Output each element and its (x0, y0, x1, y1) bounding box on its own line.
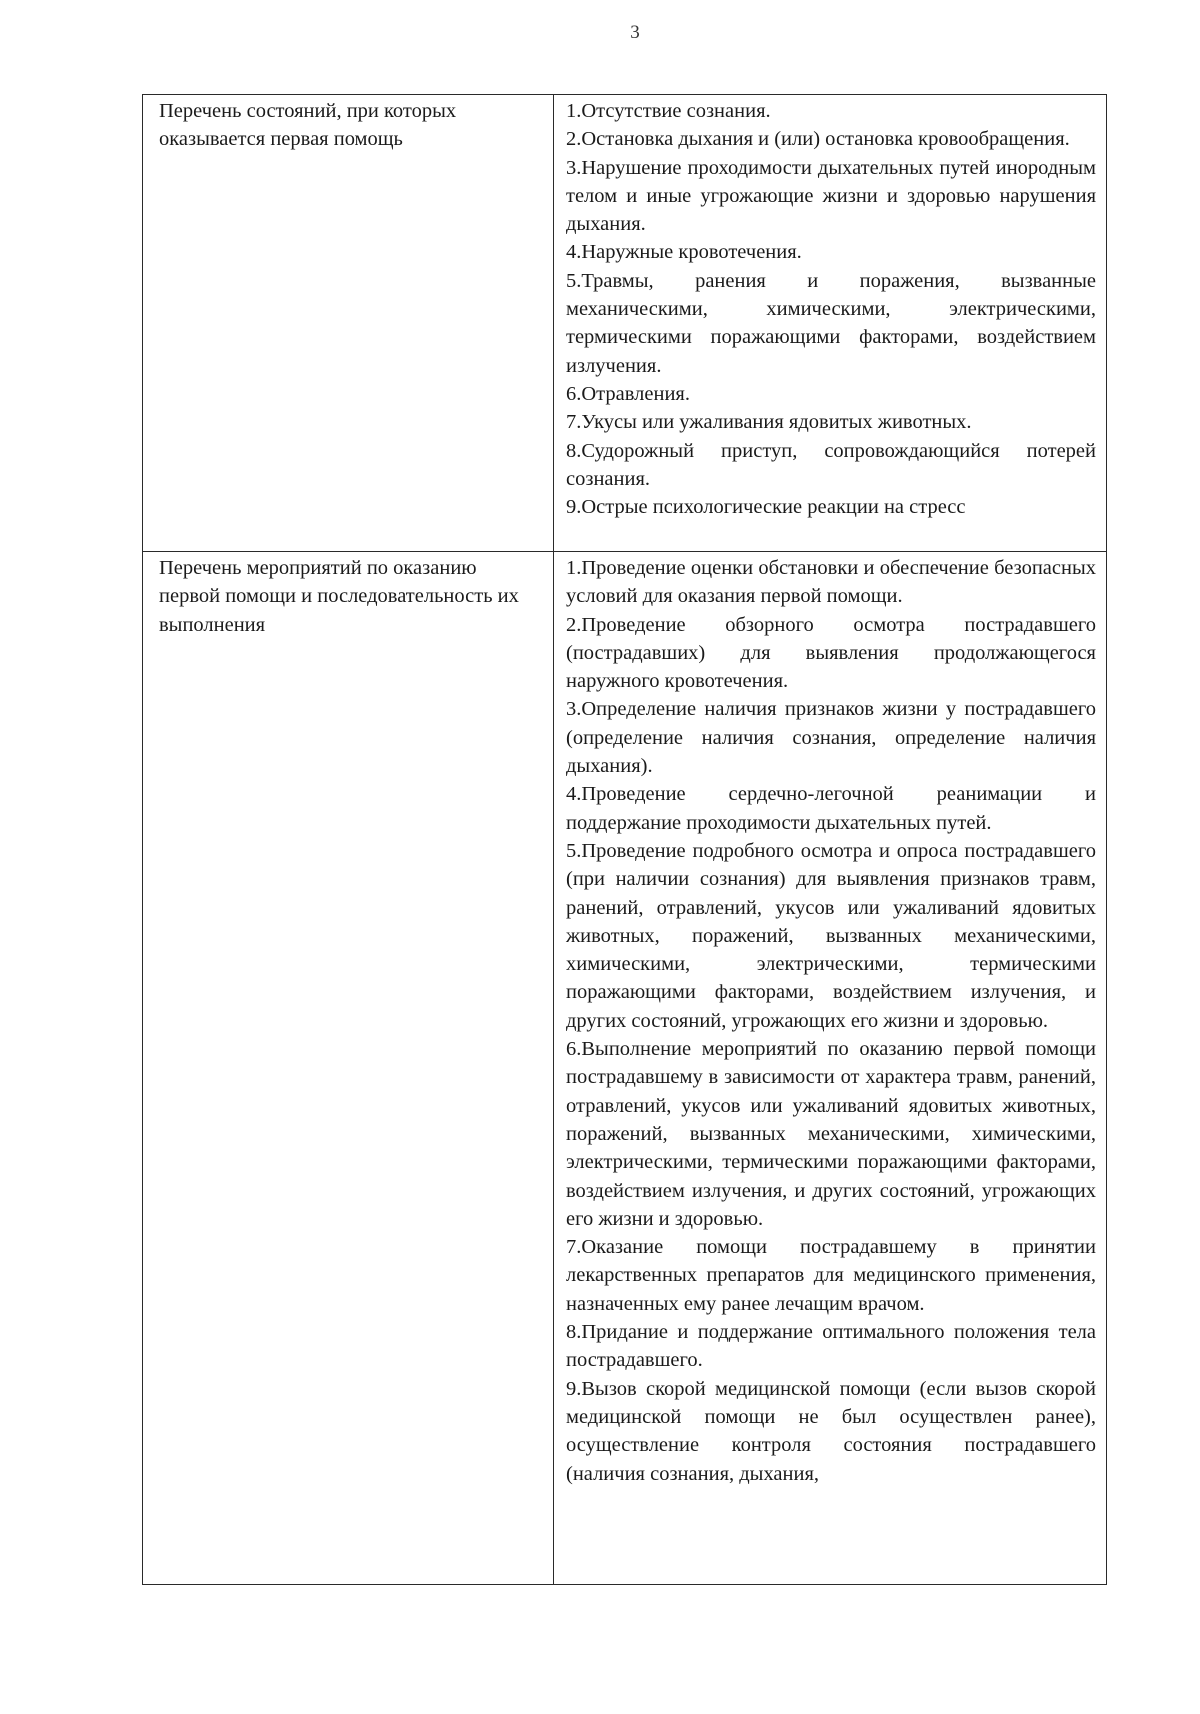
list-item: 1.Отсутствие сознания. (566, 100, 771, 122)
list-item: 5.Травмы, ранения и поражения, вызванные механическими, химическими, электрическими, термическими поражающими факторами, воздействием излучения. (566, 269, 1096, 377)
list-item: 7.Укусы или ужаливания ядовитых животных. (566, 411, 972, 434)
list-item: 8.Придание и поддержание оптимального положения тела пострадавшего. (566, 1321, 1096, 1372)
table-row-conditions (143, 95, 1107, 552)
measures-list-cell (554, 552, 1107, 1585)
measures-label: Перечень мероприятий по оказанию первой помощи и последовательность их выполнения (159, 557, 519, 636)
list-item: 4.Проведение сердечно-легочной реанимации и поддержание проходимости дыхательных путей. (566, 783, 1096, 834)
page-number: 3 (630, 22, 640, 43)
measures-label-cell (143, 552, 554, 1585)
document-table (142, 94, 1107, 1585)
list-item: 8.Судорожный приступ, сопровождающийся потерей сознания. (566, 439, 1096, 490)
list-item: 2.Проведение обзорного осмотра пострадавшего (пострадавших) для выявления продолжающегося наружного кровотечения. (566, 613, 1096, 693)
list-item: 2.Остановка дыхания и (или) остановка кровообращения. (566, 128, 1070, 151)
conditions-label: Перечень состояний, при которых оказывается первая помощь (159, 100, 457, 151)
list-item: 3.Нарушение проходимости дыхательных путей инородным телом и иные угрожающие жизни и здоровью нарушения дыхания. (566, 156, 1096, 236)
list-item: 6.Выполнение мероприятий по оказанию первой помощи пострадавшему в зависимости от характера травм, ранений, отравлений, укусов или ужаливаний ядовитых животных, поражений, вызванных механическими, химическими, электрическими, термическими поражающими факторами, воздействием излучения, и других состояний, угрожающих его жизни и здоровью. (566, 1038, 1096, 1230)
conditions-list-cell (554, 95, 1107, 552)
list-item: 9.Вызов скорой медицинской помощи (если вызов скорой медицинской помощи не был осуществлен ранее), осуществление контроля состояния пострадавшего (наличия сознания, дыхания, (566, 1377, 1096, 1485)
list-item: 7.Оказание помощи пострадавшему в принятии лекарственных препаратов для медицинского применения, назначенных ему ранее лечащим врачом. (566, 1236, 1096, 1315)
list-item: 9.Острые психологические реакции на стресс (566, 496, 966, 519)
list-item: 3.Определение наличия признаков жизни у пострадавшего (определение наличия сознания, определение наличия дыхания). (566, 698, 1096, 778)
conditions-label-cell (143, 95, 554, 552)
list-item: 1.Проведение оценки обстановки и обеспечение безопасных условий для оказания первой помощи. (566, 557, 1096, 608)
list-item: 4.Наружные кровотечения. (566, 241, 802, 264)
list-item: 6.Отравления. (566, 382, 690, 405)
list-item: 5.Проведение подробного осмотра и опроса пострадавшего (при наличии сознания) для выявления признаков травм, ранений, отравлений, укусов или ужаливаний ядовитых животных, поражений, вызванных механическими, химическими, электрическими, термическими поражающими факторами, воздействием излучения, и других состояний, угрожающих его жизни и здоровью. (566, 839, 1096, 1032)
table-row-measures (143, 552, 1107, 1585)
